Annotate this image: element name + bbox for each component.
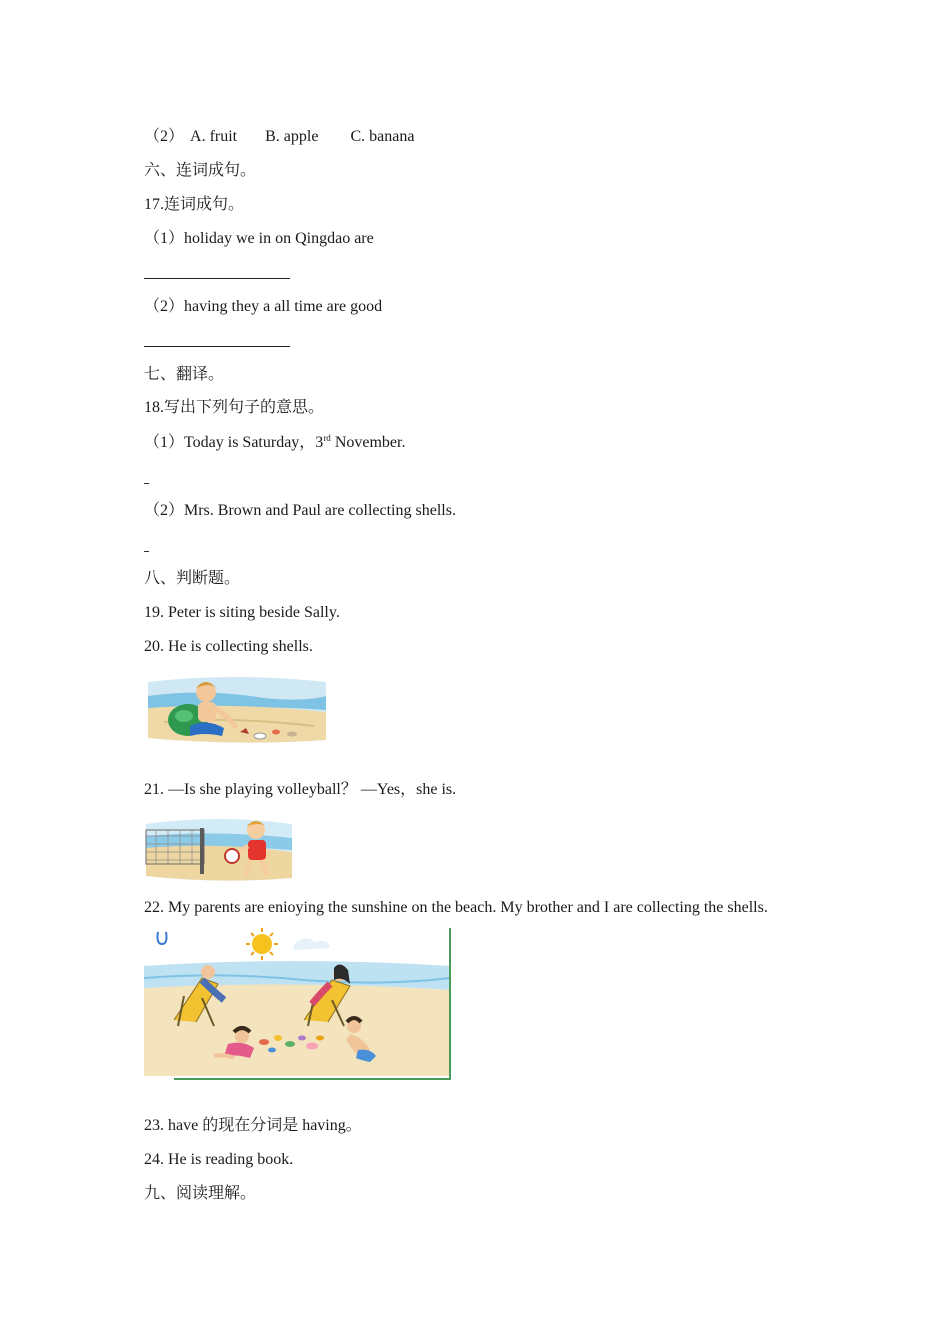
section-6-heading: 六、连词成句。 — [144, 162, 257, 179]
q18-part1-after: November. — [330, 434, 406, 451]
family-beach-image — [144, 926, 452, 1082]
q23-statement: 23. have 的现在分词是 having。 — [144, 1117, 362, 1134]
q18-answer-mark-1 — [144, 483, 149, 484]
q16-part-number: （2） — [144, 128, 185, 145]
q17-answer-line-2[interactable] — [144, 346, 290, 347]
q17-part2: （2）having they a all time are good — [144, 298, 383, 315]
section-8-heading: 八、判断题。 — [144, 570, 241, 587]
option-a: A. fruit — [190, 128, 238, 145]
option-c: C. banana — [350, 128, 415, 145]
q24-statement: 24. He is reading book. — [144, 1151, 294, 1168]
q18-title: 18.写出下列句子的意思。 — [144, 399, 325, 416]
q18-part1 — [144, 433, 405, 453]
q16-options — [144, 127, 414, 147]
q18-answer-mark-2 — [144, 551, 149, 552]
q17-part1: （1）holiday we in on Qingdao are — [144, 230, 374, 247]
q18-part2: （2）Mrs. Brown and Paul are collecting shells. — [144, 502, 456, 519]
girl-playing-volleyball-image — [144, 816, 294, 882]
q17-title: 17.连词成句。 — [144, 196, 245, 213]
q17-answer-line-1[interactable] — [144, 278, 290, 279]
q21-statement: 21. —Is she playing volleyball？ —Yes，she is. — [144, 781, 457, 798]
q22-statement: 22. My parents are enioying the sunshine on the beach. My brother and I are collecting the shells. — [144, 899, 768, 916]
section-9-heading: 九、阅读理解。 — [144, 1185, 257, 1202]
option-b: B. apple — [265, 128, 319, 145]
boy-collecting-shells-image — [144, 674, 328, 744]
section-7-heading: 七、翻译。 — [144, 366, 225, 383]
q20-statement: 20. He is collecting shells. — [144, 638, 313, 655]
q18-part1-before: （1）Today is Saturday，3 — [144, 434, 324, 451]
q19-statement: 19. Peter is siting beside Sally. — [144, 604, 340, 621]
ordinal-suffix: rd — [323, 433, 331, 443]
